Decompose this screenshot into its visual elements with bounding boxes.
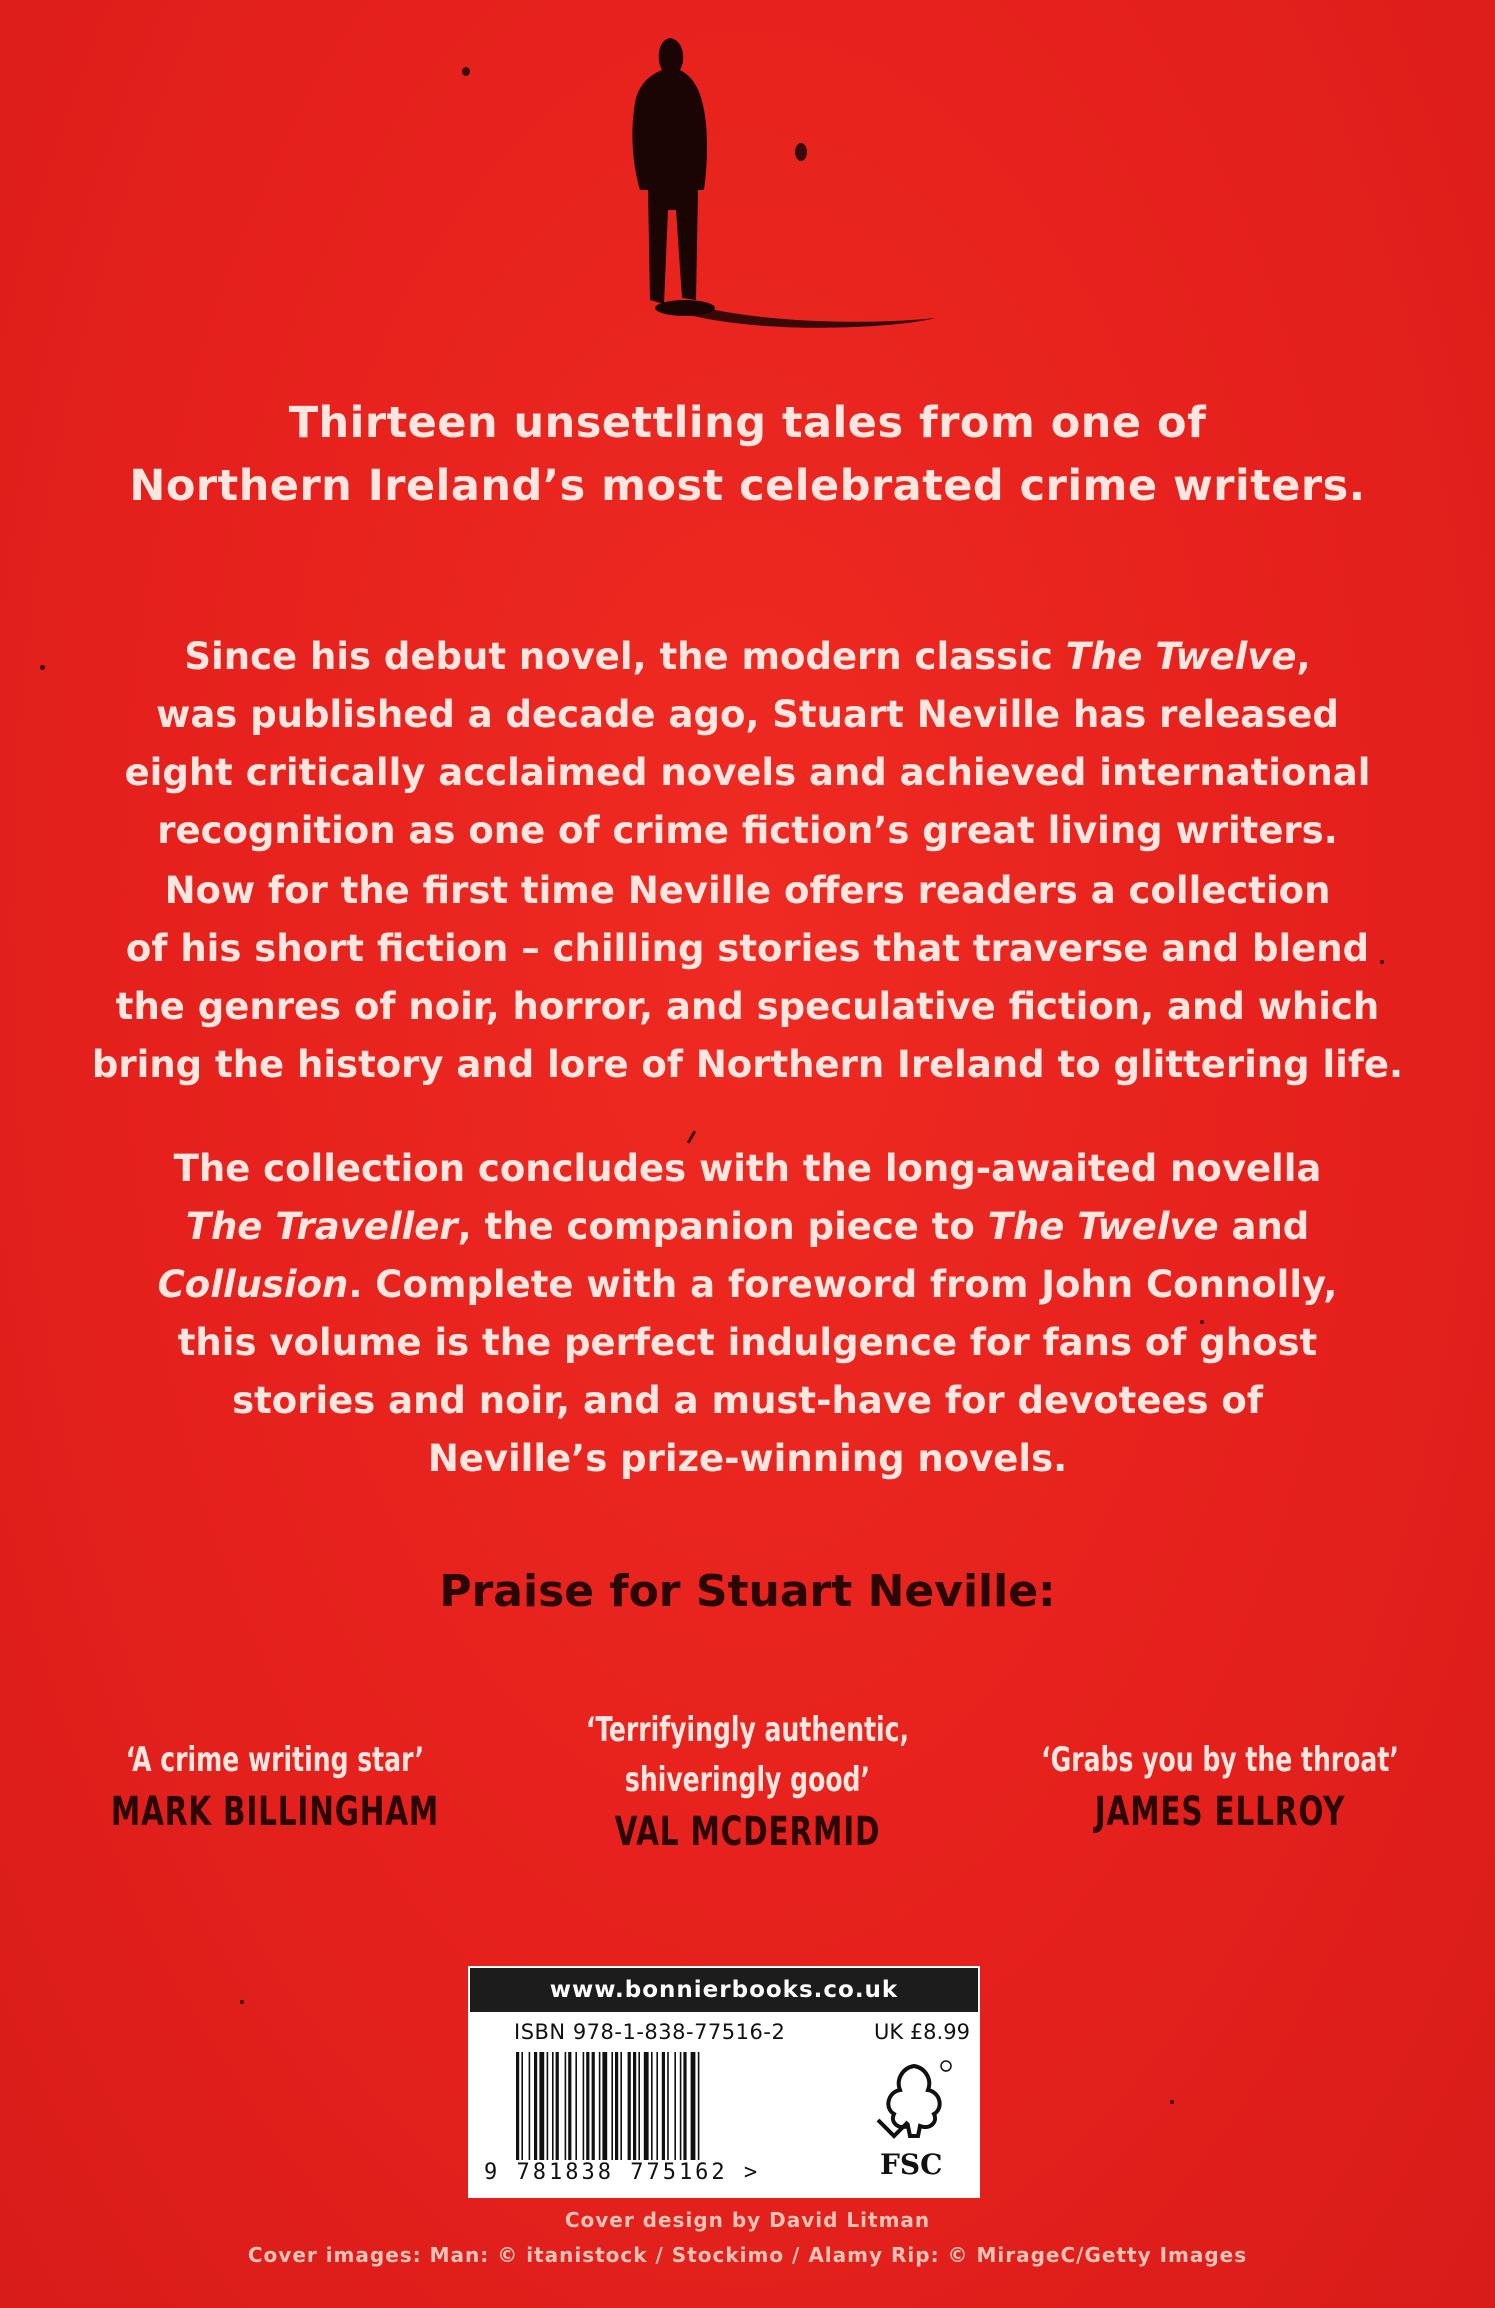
text: recognition as one of crime fiction’s great living writers. [157,809,1338,852]
lead-line-1: Thirteen unsettling tales from one of [288,398,1207,448]
text: . Complete with a foreword from John Connolly, [348,1263,1338,1306]
lead-line-2: Northern Ireland’s most celebrated crime writers. [129,461,1366,511]
quote-author: MARK BILLINGHAM [110,1789,440,1835]
fsc-label: FSC [880,2148,943,2181]
speck [240,2000,244,2004]
cover-design-credit: Cover design by David Litman [564,2208,931,2232]
blurb-paragraph-3 [60,1140,1435,1488]
text: The collection concludes with the long-awaited novella [173,1147,1322,1190]
price-text: UK £8.99 [874,2020,970,2044]
barcode-icon [514,2052,854,2160]
praise-heading: Praise for Stuart Neville: [439,1566,1056,1617]
text: this volume is the perfect indulgence for fans of ghost [177,1321,1318,1364]
text: stories and noir, and a must-have for devotees of [232,1379,1263,1422]
text: Neville’s prize-winning novels. [427,1437,1068,1480]
title-the-twelve: The Twelve [1065,635,1297,678]
title-collusion: Collusion [157,1263,349,1306]
quote-text: ‘Grabs you by the throat’ [1041,1740,1399,1780]
text: and [1218,1205,1310,1248]
text: , [1296,635,1311,678]
speck [1170,2100,1174,2104]
barcode-panel [468,1966,980,2198]
quote-text: ‘A crime writing star’ [125,1740,425,1780]
text: Now for the first time Neville offers readers a collection [164,869,1331,912]
walking-man-silhouette-icon [600,30,940,330]
text: Since his debut novel, the modern classic [184,635,1066,678]
quote-author: VAL MCDERMID [614,1809,881,1855]
text: eight critically acclaimed novels and achieved international [124,751,1371,794]
title-the-traveller: The Traveller [185,1205,458,1248]
fsc-tree-logo-icon [874,2056,954,2146]
speck [462,67,470,76]
isbn-text: ISBN 978-1-838-77516-2 [514,2020,786,2044]
text: , the companion piece to [457,1205,988,1248]
cover-images-credit: Cover images: Man: © itanistock / Stockimo / Alamy Rip: © MirageC/Getty Images [247,2243,1248,2267]
blurb-paragraph-2 [60,862,1435,1094]
text: of his short fiction – chilling stories that traverse and blend [125,927,1370,970]
publisher-url: www.bonnierbooks.co.uk [470,1968,978,2012]
text: was published a decade ago, Stuart Neville has released [156,693,1339,736]
speck [40,665,45,670]
text: the genres of noir, horror, and speculative fiction, and which [115,985,1380,1028]
blurb-paragraph-1 [60,628,1435,860]
praise-quote [985,1735,1455,1839]
praise-quote [510,1705,985,1859]
quote-text: shiveringly good’ [624,1760,871,1800]
quote-author: JAMES ELLROY [1094,1789,1346,1835]
lead-tagline [60,392,1435,518]
text: bring the history and lore of Northern Ireland to glittering life. [91,1043,1404,1086]
quote-text: ‘Terrifyingly authentic, [585,1710,910,1750]
barcode-digits: 9 781838 775162 > [484,2160,761,2185]
praise-quote [40,1735,510,1839]
title-the-twelve: The Twelve [987,1205,1219,1248]
